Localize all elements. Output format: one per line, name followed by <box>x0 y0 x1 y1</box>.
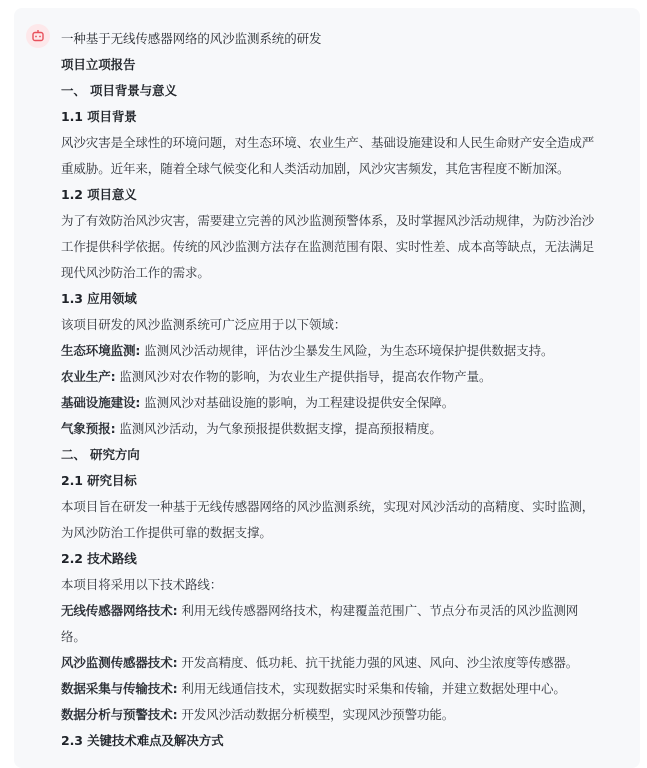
list-item-text: 监测风沙对农作物的影响，为农业生产提供指导，提高农作物产量。 <box>115 369 492 384</box>
list-item <box>61 390 631 416</box>
list-item <box>61 416 631 442</box>
subsection-heading: 1.3 应用领域 <box>61 291 137 306</box>
list-item <box>61 650 631 676</box>
paragraph-line: 现代风沙防治工作的需求。 <box>61 265 210 280</box>
subsection-heading: 1.2 项目意义 <box>61 187 137 202</box>
paragraph-line: 工作提供科学依据。传统的风沙监测方法存在监测范围有限、实时性差、成本高等缺点，无法满足 <box>61 239 595 254</box>
list-item-key: 风沙监测传感器技术: <box>61 655 178 670</box>
subsection-heading: 1.1 项目背景 <box>61 109 137 124</box>
section-heading-research: 二、 研究方向 <box>61 447 140 462</box>
subsection-heading: 2.3 关键技术难点及解决方式 <box>61 733 224 748</box>
paragraph-line: 为风沙防治工作提供可靠的数据支撑。 <box>61 525 272 540</box>
assistant-avatar <box>26 24 50 48</box>
message-content <box>61 26 631 754</box>
list-item-text: 开发风沙活动数据分析模型，实现风沙预警功能。 <box>177 707 455 722</box>
list-item-key: 数据分析与预警技术: <box>61 707 178 722</box>
list-item-text: 监测风沙活动，为气象预报提供数据支撑，提高预报精度。 <box>115 421 442 436</box>
message-title: 一种基于无线传感器网络的风沙监测系统的研发 <box>61 31 322 46</box>
section-heading-background: 一、 项目背景与意义 <box>61 83 177 98</box>
list-item-text: 开发高精度、低功耗、抗干扰能力强的风速、风向、沙尘浓度等传感器。 <box>177 655 579 670</box>
list-item-continuation: 络。 <box>61 629 86 644</box>
robot-icon <box>31 29 45 43</box>
list-item-key: 生态环境监测: <box>61 343 141 358</box>
subsection-heading: 2.1 研究目标 <box>61 473 137 488</box>
list-item <box>61 676 631 702</box>
list-item-key: 数据采集与传输技术: <box>61 681 178 696</box>
paragraph-line: 本项目将采用以下技术路线： <box>61 577 223 592</box>
list-item-text: 利用无线传感器网络技术，构建覆盖范围广、节点分布灵活的风沙监测网 <box>177 603 579 618</box>
list-item-key: 农业生产: <box>61 369 116 384</box>
list-item <box>61 364 631 390</box>
subsection-heading: 2.2 技术路线 <box>61 551 137 566</box>
list-item-key: 气象预报: <box>61 421 116 436</box>
list-item <box>61 702 631 728</box>
list-item <box>61 338 631 364</box>
list-item <box>61 598 631 624</box>
list-item-key: 无线传感器网络技术: <box>61 603 178 618</box>
paragraph-line: 该项目研发的风沙监测系统可广泛应用于以下领域： <box>61 317 347 332</box>
list-item-key: 基础设施建设: <box>61 395 141 410</box>
paragraph-line: 重威胁。近年来，随着全球气候变化和人类活动加剧，风沙灾害频发，其危害程度不断加深。 <box>61 161 570 176</box>
paragraph-line: 为了有效防治风沙灾害，需要建立完善的风沙监测预警体系，及时掌握风沙活动规律，为防沙治沙 <box>61 213 595 228</box>
report-heading: 项目立项报告 <box>61 57 136 72</box>
list-item-text: 监测风沙活动规律，评估沙尘暴发生风险，为生态环境保护提供数据支持。 <box>140 343 554 358</box>
list-item-text: 监测风沙对基础设施的影响，为工程建设提供安全保障。 <box>140 395 455 410</box>
paragraph-line: 风沙灾害是全球性的环境问题，对生态环境、农业生产、基础设施建设和人民生命财产安全造成严 <box>61 135 595 150</box>
paragraph-line: 本项目旨在研发一种基于无线传感器网络的风沙监测系统，实现对风沙活动的高精度、实时监测， <box>61 499 595 514</box>
list-item-text: 利用无线通信技术，实现数据实时采集和传输，并建立数据处理中心。 <box>177 681 566 696</box>
